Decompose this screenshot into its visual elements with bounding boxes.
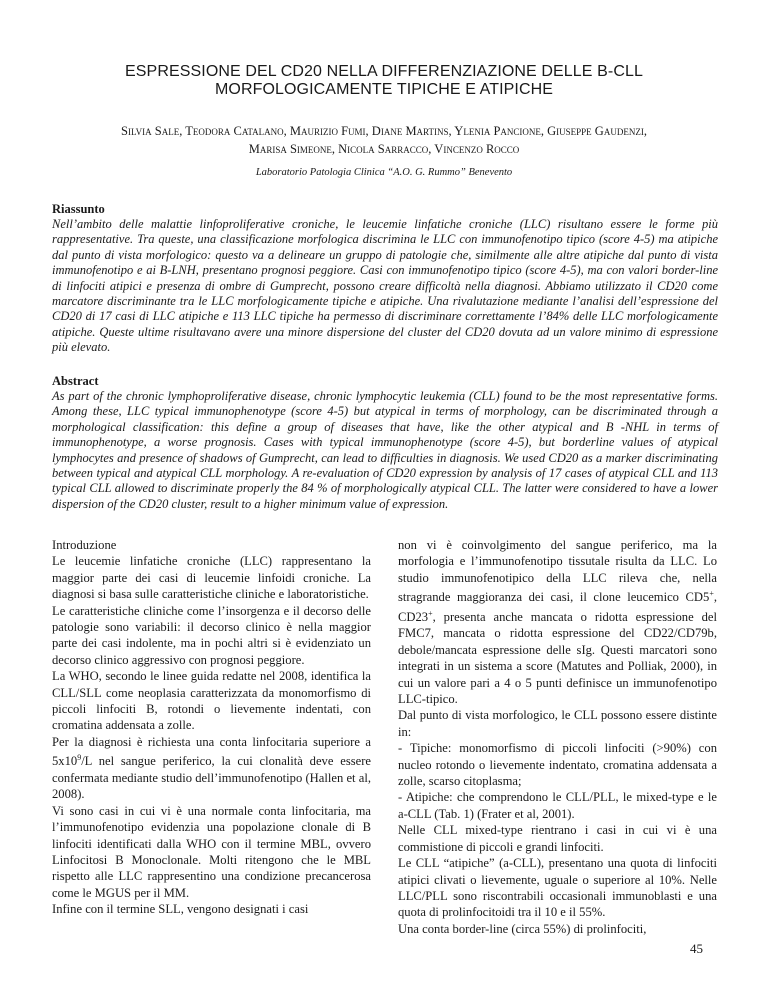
author-list: [70, 122, 698, 158]
paragraph: Dal punto di vista morfologico, le CLL possono essere distinte in:: [398, 708, 717, 739]
paragraph: - Tipiche: monomorfismo di piccoli linfociti (>90%) con nucleo rotondo o lievemente indentato, cromatina addensata a zolle, scarso citoplasma;: [398, 741, 717, 789]
riassunto-text: Nell’ambito delle malattie linfoproliferative croniche, le leucemie linfatiche croniche (LLC) risultano essere le forme più rappresentative. Tra queste, una classificazione morfologica discrimina le LLC con immunofenotipo tipico (score 4-5) ma atipiche dal punto di vista morfologico: questo va a delineare un gruppo di patologie che, similmente alle altre atipiche dal punto di vista immunofenotipo e ai B-LNH, presentano prognosi peggiore. Casi con immunofenotipo tipico (score 4-5), ma con valori border-line di linfociti atipici e presenza di ombre di Gumprecht, possono creare difficoltà nella diagnosi. Abbiamo utilizzato il CD20 come marcatore discriminante tra le LLC morfologicamente tipiche e atipiche. Una rivalutazione mediante l’analisi dell’espressione del CD20 di 17 casi di LLC atipiche e 113 LLC tipiche ha permesso di discriminare correttamente l’84% delle LLC morfologicamente atipiche. Queste ultime risultavano avere una minore dispersione del cluster del CD20 dovuta ad un valore minimo di espressione più elevato.: [52, 217, 718, 355]
superscript: +: [709, 589, 714, 599]
introduzione-heading: Introduzione: [52, 538, 117, 552]
page-number: 45: [690, 941, 703, 956]
paragraph: Una conta border-line (circa 55%) di prolinfociti,: [398, 921, 647, 936]
paragraph: Vi sono casi in cui vi è una normale conta linfocitaria, ma l’immunofenotipo evidenzia una popolazione clonale di B linfociti identificati dalla WHO con il termine MBL, ovvero Linfocitosi B Monoclonale. Molti ritengono che le MBL rispetto alle LLC rappresentino una condizione precancerosa come le MGUS per il MM.: [52, 803, 371, 900]
authors-line-1: Silvia Sale, Teodora Catalano, Maurizio Fumi, Diane Martins, Ylenia Pancione, Giuseppe Gaudenzi,: [121, 124, 647, 138]
abstract-heading: Abstract: [52, 374, 99, 388]
abstract-text: As part of the chronic lymphoproliferative disease, chronic lymphocytic leukemia (CLL) found to be the most representative forms. Among these, LLC typical immunophenotype (score 4-5) but atypical in terms of morphology, can be discriminated through a morphological classification: this define a group of diseases that have, like the other atypical and B -NHL in terms of immunophenotype, a worse prognosis. Cases with typical immunophenotype (score 4-5), but borderline values of atypical lymphocytes and presence of shadows of Gumprecht, can lead to difficulties in diagnosis. We used CD20 as a marker discriminating between typical and atypical CLL morphology. A re-evaluation of CD20 expression by analysis of 17 cases of atypical CLL and 113 typical CLL allowed to discriminate properly the 84 % of morphologically atypical CLL. The latter were considered to have a lower dispersion of the CD20 cluster, result to a higher minimum value of expression.: [52, 389, 718, 511]
paragraph: Nelle CLL mixed-type rientrano i casi in cui vi è una commistione di piccoli e grandi linfociti.: [398, 823, 717, 854]
title-line-1: ESPRESSIONE DEL CD20 NELLA DIFFERENZIAZIONE DELLE B-CLL: [125, 63, 643, 80]
paragraph: Le leucemie linfatiche croniche (LLC) rappresentano la maggior parte dei casi di leucemie linfoidi croniche. La diagnosi si basa sulle caratteristiche cliniche e laboratoristiche.: [52, 554, 371, 602]
superscript: +: [428, 608, 433, 618]
abstract-section: [52, 374, 718, 512]
paragraph: Infine con il termine SLL, vengono designati i casi: [52, 902, 309, 917]
body-column-right: [398, 537, 717, 937]
title-line-2: MORFOLOGICAMENTE TIPICHE E ATIPICHE: [214, 81, 554, 98]
paragraph: [398, 537, 717, 707]
body-column-left: [52, 537, 371, 918]
text-run: /L nel sangue periferico, la cui clonalità deve essere confermata mediante studio dell’immunofenotipo (Hallen et al, 2008).: [52, 754, 371, 802]
paragraph: Le caratteristiche cliniche come l’insorgenza e il decorso delle patologie sono variabili: il decorso clinico è nella maggior parte dei casi indolente, ma in pochi altri si è evidenziato un decorso clinico aggressivo con prognosi peggiore.: [52, 603, 371, 667]
riassunto-heading: Riassunto: [52, 202, 105, 216]
superscript: 9: [77, 753, 82, 763]
text-run: , CD23: [398, 590, 717, 624]
affiliation: Laboratorio Patologia Clinica “A.O. G. Rummo” Benevento: [255, 167, 513, 178]
text-run: non vi è coinvolgimento del sangue periferico, ma la morfologia e l’immunofenotipo tissutale risulta da LLC. Lo studio immunofenotipico della LLC rileva che, nella stragrande maggioranza dei casi, il clone leucemico CD5: [398, 538, 717, 605]
riassunto-section: [52, 202, 718, 356]
paragraph: Le CLL “atipiche” (a-CLL), presentano una quota di linfociti atipici clivati o lievemente, uguale o superiore al 10%. Nelle LLC/PLL sono riscontrabili occasionali immunoblasti e una quota di prolinfocitoidi tra il 10 e il 55%.: [398, 856, 717, 920]
text-run: , presenta anche mancata o ridotta espressione del FMC7, mancata o ridotta espressione del CD22/CD79b, debole/mancata espressione delle sIg. Questi marcatori sono integrati in un sistema a score (Matutes and Polliak, 2000), in cui un valore pari a 4 o 5 punti definisce un immunofenotipo LLC-tipico.: [398, 610, 717, 707]
paragraph: - Atipiche: che comprendono le CLL/PLL, le mixed-type e le a-CLL (Tab. 1) (Frater et al, 2001).: [398, 790, 717, 821]
authors-line-2: Marisa Simeone, Nicola Sarracco, Vincenzo Rocco: [248, 142, 520, 156]
article-title: [60, 63, 708, 99]
text-run: Per la diagnosi è richiesta una conta linfocitaria superiore a 5x10: [52, 734, 371, 769]
paragraph: La WHO, secondo le linee guida redatte nel 2008, identifica la CLL/SLL come neoplasia caratterizzata da monomorfismo di piccoli linfociti B, rotondi o lievemente indentati, con cromatina addensata a zolle.: [52, 669, 371, 733]
paragraph: [52, 734, 371, 803]
